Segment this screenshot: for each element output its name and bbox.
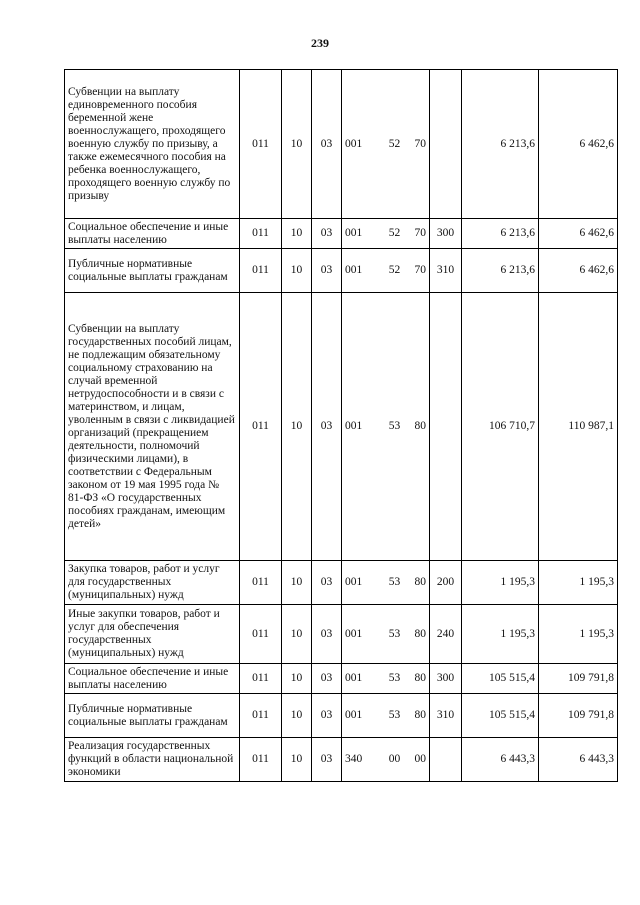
section-code: 10 <box>282 70 312 219</box>
section-code: 10 <box>282 738 312 782</box>
row-description: Закупка товаров, работ и услуг для государственных (муниципальных) нужд <box>65 561 240 605</box>
expense-type: 310 <box>430 249 462 293</box>
admin-code: 011 <box>240 605 282 664</box>
target-article-part-2: 52 <box>382 249 408 293</box>
target-article-part-3: 70 <box>408 70 430 219</box>
row-description: Публичные нормативные социальные выплаты гражданам <box>65 694 240 738</box>
table-row <box>65 561 618 605</box>
target-article-part-3: 80 <box>408 664 430 694</box>
target-article-part-3: 80 <box>408 293 430 561</box>
section-code: 10 <box>282 249 312 293</box>
amount-year-1: 6 213,6 <box>462 249 539 293</box>
subsection-code: 03 <box>312 249 342 293</box>
admin-code: 011 <box>240 664 282 694</box>
expense-type <box>430 70 462 219</box>
amount-year-1: 106 710,7 <box>462 293 539 561</box>
amount-year-2: 1 195,3 <box>539 561 618 605</box>
amount-year-1: 1 195,3 <box>462 605 539 664</box>
subsection-code: 03 <box>312 70 342 219</box>
target-article-part-3: 80 <box>408 561 430 605</box>
admin-code: 011 <box>240 561 282 605</box>
row-description: Иные закупки товаров, работ и услуг для обеспечения государственных (муниципальных) нужд <box>65 605 240 664</box>
table-row <box>65 738 618 782</box>
amount-year-2: 110 987,1 <box>539 293 618 561</box>
section-code: 10 <box>282 219 312 249</box>
subsection-code: 03 <box>312 605 342 664</box>
amount-year-2: 6 462,6 <box>539 70 618 219</box>
target-article-part-1: 001 <box>342 694 382 738</box>
target-article-part-2: 53 <box>382 664 408 694</box>
admin-code: 011 <box>240 738 282 782</box>
expense-type <box>430 293 462 561</box>
target-article-part-1: 001 <box>342 70 382 219</box>
section-code: 10 <box>282 293 312 561</box>
amount-year-1: 105 515,4 <box>462 694 539 738</box>
row-description: Социальное обеспечение и иные выплаты населению <box>65 664 240 694</box>
admin-code: 011 <box>240 219 282 249</box>
amount-year-2: 6 462,6 <box>539 249 618 293</box>
amount-year-1: 1 195,3 <box>462 561 539 605</box>
amount-year-2: 6 443,3 <box>539 738 618 782</box>
table-row <box>65 605 618 664</box>
subsection-code: 03 <box>312 219 342 249</box>
section-code: 10 <box>282 664 312 694</box>
subsection-code: 03 <box>312 664 342 694</box>
row-description: Реализация государственных функций в области национальной экономики <box>65 738 240 782</box>
admin-code: 011 <box>240 293 282 561</box>
amount-year-2: 1 195,3 <box>539 605 618 664</box>
row-description: Публичные нормативные социальные выплаты гражданам <box>65 249 240 293</box>
target-article-part-1: 001 <box>342 664 382 694</box>
target-article-part-1: 001 <box>342 605 382 664</box>
target-article-part-1: 001 <box>342 249 382 293</box>
table-row <box>65 219 618 249</box>
subsection-code: 03 <box>312 293 342 561</box>
expense-type <box>430 738 462 782</box>
expense-type: 300 <box>430 664 462 694</box>
target-article-part-1: 001 <box>342 219 382 249</box>
amount-year-1: 6 443,3 <box>462 738 539 782</box>
subsection-code: 03 <box>312 561 342 605</box>
row-description: Социальное обеспечение и иные выплаты населению <box>65 219 240 249</box>
subsection-code: 03 <box>312 694 342 738</box>
amount-year-2: 109 791,8 <box>539 694 618 738</box>
target-article-part-2: 53 <box>382 293 408 561</box>
target-article-part-3: 00 <box>408 738 430 782</box>
row-description: Субвенции на выплату государственных пособий лицам, не подлежащим обязательному социальному страхованию на случай временной нетрудоспособности и в связи с материнством, и лицам, уволенным в связи с ликвидацией организаций (прекращением деятельности, полномочий физическими лицами), в соответствии с Федеральным законом от 19 мая 1995 года № 81-ФЗ «О государственных пособиях гражданам, имеющим детей» <box>65 293 240 561</box>
section-code: 10 <box>282 561 312 605</box>
target-article-part-3: 70 <box>408 249 430 293</box>
amount-year-1: 6 213,6 <box>462 219 539 249</box>
amount-year-1: 105 515,4 <box>462 664 539 694</box>
table-row <box>65 664 618 694</box>
expense-type: 240 <box>430 605 462 664</box>
target-article-part-2: 52 <box>382 70 408 219</box>
admin-code: 011 <box>240 694 282 738</box>
target-article-part-3: 70 <box>408 219 430 249</box>
row-description: Субвенции на выплату единовременного пособия беременной жене военнослужащего, проходящего военную службу по призыву, а также ежемесячного пособия на ребенка военнослужащего, проходящего военную службу по призыву <box>65 70 240 219</box>
amount-year-2: 109 791,8 <box>539 664 618 694</box>
target-article-part-3: 80 <box>408 605 430 664</box>
target-article-part-1: 340 <box>342 738 382 782</box>
target-article-part-1: 001 <box>342 293 382 561</box>
expense-type: 310 <box>430 694 462 738</box>
target-article-part-2: 00 <box>382 738 408 782</box>
section-code: 10 <box>282 605 312 664</box>
admin-code: 011 <box>240 249 282 293</box>
admin-code: 011 <box>240 70 282 219</box>
target-article-part-2: 53 <box>382 561 408 605</box>
amount-year-2: 6 462,6 <box>539 219 618 249</box>
table-row <box>65 694 618 738</box>
table-row <box>65 70 618 219</box>
page-number: 239 <box>311 36 329 50</box>
subsection-code: 03 <box>312 738 342 782</box>
expense-type: 200 <box>430 561 462 605</box>
target-article-part-3: 80 <box>408 694 430 738</box>
budget-table <box>64 69 618 782</box>
target-article-part-2: 53 <box>382 694 408 738</box>
target-article-part-1: 001 <box>342 561 382 605</box>
expense-type: 300 <box>430 219 462 249</box>
target-article-part-2: 52 <box>382 219 408 249</box>
amount-year-1: 6 213,6 <box>462 70 539 219</box>
table-row <box>65 293 618 561</box>
target-article-part-2: 53 <box>382 605 408 664</box>
table-row <box>65 249 618 293</box>
section-code: 10 <box>282 694 312 738</box>
